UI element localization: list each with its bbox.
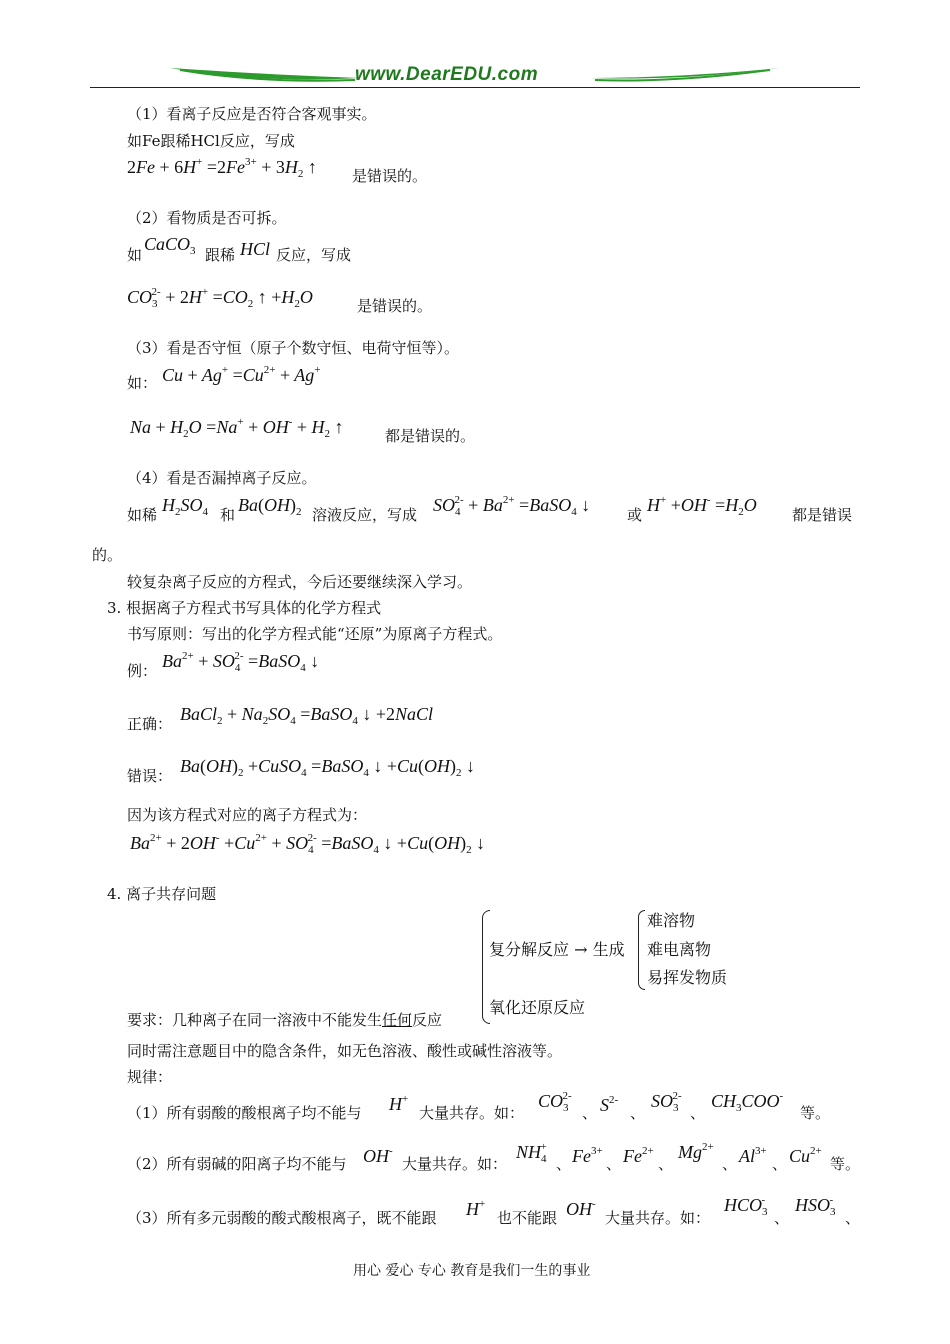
item-weak-electrolyte: 难电离物 bbox=[647, 940, 712, 959]
sep-8: 、 bbox=[772, 1155, 788, 1173]
ion-cu2: $Cu^{2+}$ bbox=[789, 1145, 822, 1166]
sep-10: 、 bbox=[845, 1209, 861, 1227]
s4-note: 较复杂离子反应的方程式，今后还要继续深入学习。 bbox=[127, 573, 473, 591]
s2-fan: 反应，写成 bbox=[276, 246, 352, 264]
s1-title: （1）看离子反应是否符合客观事实。 bbox=[127, 105, 377, 123]
ion-fe2: $Fe^{2+}$ bbox=[623, 1145, 654, 1166]
p3-zheng: 正确： bbox=[127, 715, 173, 733]
eq-fe-hcl: $2Fe + 6H^+ =2Fe^{3+} + 3H_2$ ↑ bbox=[127, 156, 317, 180]
logo-swoosh-left bbox=[170, 60, 360, 86]
eq-h-oh: $H^+ +OH^- =H_2O$ bbox=[647, 494, 757, 518]
p3-li: 例： bbox=[127, 662, 158, 680]
s4-he: 和 bbox=[220, 506, 236, 524]
p3-title: 3. 根据离子方程式书写具体的化学方程式 bbox=[107, 599, 382, 617]
ion-nh4: $NH_4^+$ bbox=[516, 1141, 547, 1165]
p3-rule: 书写原则：写出的化学方程式能“还原”为原离子方程式。 bbox=[127, 625, 503, 643]
ion-al3: $Al^{3+}$ bbox=[739, 1145, 767, 1166]
ion-hso3: $HSO_3^-$ bbox=[795, 1194, 836, 1218]
item-volatile: 易挥发物质 bbox=[647, 968, 728, 987]
s4-ru: 如稀 bbox=[127, 506, 158, 524]
eq-cu-ag: $Cu + Ag^+ =Cu^{2+} + Ag^+$ bbox=[162, 364, 321, 385]
eq-wrong: $Ba(OH)_2$ +CuSO$_4$ =BaSO$_4$ ↓ $+Cu(OH)_2$ ↓ bbox=[180, 756, 475, 779]
sep-6: 、 bbox=[658, 1155, 674, 1173]
h2so4: $H_2SO_4$ bbox=[162, 495, 208, 518]
p4-title: 4. 离子共存问题 bbox=[107, 885, 217, 903]
sep-2: 、 bbox=[630, 1104, 646, 1122]
s4-huo: 或 bbox=[627, 506, 643, 524]
ion-so3: $SO_3^{2-}$ bbox=[651, 1090, 682, 1114]
s1-intro: 如Fe跟稀HCl反应，写成 bbox=[127, 132, 295, 150]
s2-title: （2）看物质是否可拆。 bbox=[127, 209, 287, 227]
site-name: www.DearEDU.com bbox=[355, 64, 539, 85]
r2-a: （2）所有弱碱的阳离子均不能与 bbox=[127, 1155, 347, 1173]
eq-correct: BaCl$_2$ + $Na_2SO_4$ =BaSO$_4$ ↓ +2NaCl bbox=[180, 704, 434, 727]
ion-s: $S^{2-}$ bbox=[600, 1094, 619, 1115]
sep-5: 、 bbox=[606, 1155, 622, 1173]
sep-4: 、 bbox=[556, 1155, 572, 1173]
s4-title: （4）看是否漏掉离子反应。 bbox=[127, 469, 317, 487]
ion-co3: $CO_3^{2-}$ bbox=[538, 1090, 572, 1114]
s2-suffix: 是错误的。 bbox=[357, 297, 433, 315]
ion-mg2: $Mg^{2+}$ bbox=[678, 1141, 714, 1162]
s4-rong: 溶液反应，写成 bbox=[312, 506, 418, 524]
branch-redox: 氧化还原反应 bbox=[489, 998, 586, 1017]
branch-double-decomp: 复分解反应 → 生成 bbox=[489, 940, 625, 959]
s3-ru: 如： bbox=[127, 374, 158, 392]
r3-b: 也不能跟 bbox=[497, 1209, 558, 1227]
r2-oh: OH- bbox=[363, 1145, 393, 1166]
s2-ru: 如 bbox=[127, 246, 143, 264]
ion-hco3: $HCO_3^-$ bbox=[724, 1194, 768, 1218]
sep-7: 、 bbox=[722, 1155, 738, 1173]
p4-requirement: 要求：几种离子在同一溶液中不能发生任何反应 bbox=[127, 1011, 443, 1029]
p4-also: 同时需注意题目中的隐含条件，如无色溶液、酸性或碱性溶液等。 bbox=[127, 1042, 563, 1060]
hcl: HCl bbox=[240, 239, 271, 259]
header-rule bbox=[90, 87, 860, 88]
s4-dou: 都是错误 bbox=[792, 506, 853, 524]
ion-ch3coo: $CH_3COO^-$ bbox=[711, 1090, 784, 1114]
s1-suffix: 是错误的。 bbox=[352, 167, 428, 185]
sep-9: 、 bbox=[774, 1209, 790, 1227]
sep-1: 、 bbox=[582, 1104, 598, 1122]
r3-h: H+ bbox=[466, 1198, 486, 1219]
eq-na-h2o: $Na + H_2O =Na^+ + OH^- + H_2$ ↑ bbox=[130, 416, 344, 440]
s3-suffix: 都是错误的。 bbox=[385, 427, 476, 445]
eq-so4-ba: $SO_4^{2-} + Ba^{2+}$ =BaSO$_4$ ↓ bbox=[433, 494, 591, 518]
r1-h: H+ bbox=[389, 1093, 409, 1114]
footer-slogan: 用心 爱心 专心 教育是我们一生的事业 bbox=[353, 1263, 591, 1279]
r1-b: 大量共存。如： bbox=[419, 1104, 525, 1122]
p3-cuo: 错误： bbox=[127, 767, 173, 785]
ion-fe3: $Fe^{3+}$ bbox=[572, 1145, 603, 1166]
r1-a: （1）所有弱酸的酸根离子均不能与 bbox=[127, 1104, 362, 1122]
p3-because: 因为该方程式对应的离子方程式为： bbox=[127, 806, 368, 824]
inner-brace bbox=[638, 910, 645, 990]
r2-deng: 等。 bbox=[830, 1155, 861, 1173]
p4-guilv: 规律： bbox=[127, 1068, 173, 1086]
r2-b: 大量共存。如： bbox=[402, 1155, 508, 1173]
sep-3: 、 bbox=[690, 1104, 706, 1122]
baoh2: $Ba(OH)_2$ bbox=[238, 495, 302, 518]
logo-swoosh-right bbox=[590, 60, 780, 86]
r3-a: （3）所有多元弱酸的酸式酸根离子，既不能跟 bbox=[127, 1209, 437, 1227]
eq-co3-h: $CO_3^{2-} + 2H^+ =CO_2$ ↑ $+H_2O$ bbox=[127, 286, 313, 310]
r3-oh: OH- bbox=[566, 1198, 596, 1219]
eq-ba-so4: $Ba^{2+} + SO_4^{2-}$ =BaSO$_4$ ↓ bbox=[162, 650, 320, 674]
caco3: CaCO$_3$ bbox=[144, 234, 196, 257]
s3-title: （3）看是否守恒（原子个数守恒、电荷守恒等）。 bbox=[127, 339, 460, 357]
s4-cont: 的。 bbox=[92, 546, 123, 564]
eq-ionic: $Ba^{2+} + 2OH^- +Cu^{2+} + SO_4^{2-}$ =BaSO$_4$ ↓ $+Cu(OH)_2$ ↓ bbox=[130, 832, 486, 856]
r1-deng: 等。 bbox=[800, 1104, 831, 1122]
s2-gen: 跟稀 bbox=[205, 246, 236, 264]
item-insoluble: 难溶物 bbox=[647, 911, 696, 930]
r3-c: 大量共存。如： bbox=[605, 1209, 711, 1227]
